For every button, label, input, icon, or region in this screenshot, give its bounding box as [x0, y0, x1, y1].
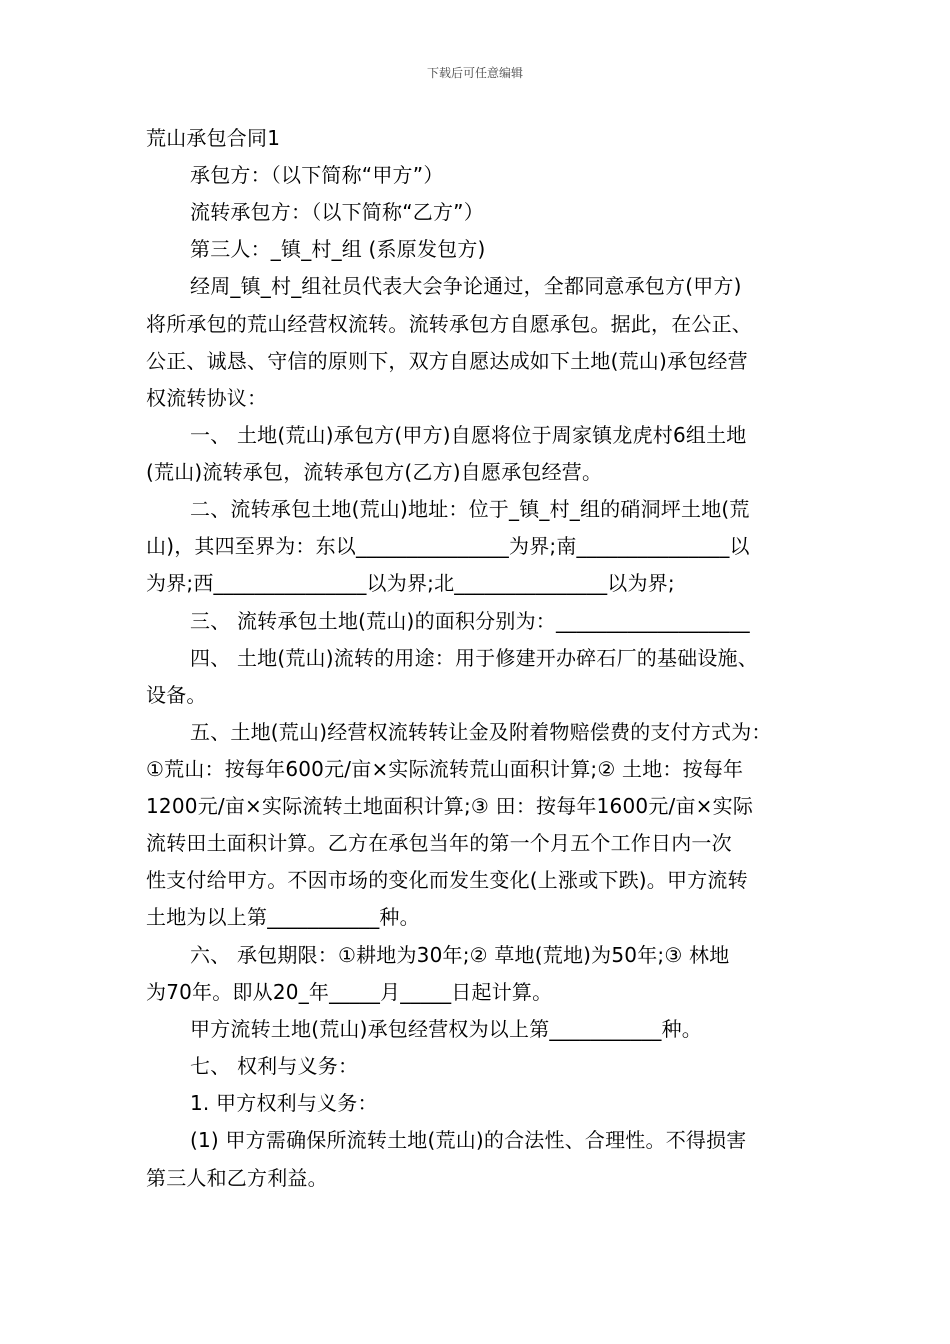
- paragraph-line: 承包方：（以下简称“甲方”）: [190, 163, 444, 187]
- section-heading: 七、 权利与义务：: [190, 1054, 359, 1078]
- paragraph-line: 五、土地(荒山)经营权流转转让金及附着物赔偿费的支付方式为：: [190, 720, 772, 744]
- paragraph-line: 将所承包的荒山经营权流转。流转承包方自愿承包。据此，在公正、: [146, 312, 752, 336]
- paragraph-line: 一、 土地(荒山)承包方(甲方)自愿将位于周家镇龙虎村6组土地: [190, 423, 747, 447]
- paragraph-line: 四、 土地(荒山)流转的用途：用于修建开办碎石厂的基础设施、: [190, 646, 758, 670]
- paragraph-line: 1200元/亩×实际流转土地面积计算;③ 田：按每年1600元/亩×实际: [146, 794, 754, 818]
- paragraph-line: 性支付给甲方。不因市场的变化而发生变化(上涨或下跌)。甲方流转: [146, 868, 748, 892]
- paragraph-line: 设备。: [146, 683, 207, 707]
- paragraph-line: 第三人和乙方利益。: [146, 1166, 328, 1190]
- paragraph-line: 土地为以上第___________种。: [146, 905, 420, 929]
- page-header: 下载后可任意编辑: [426, 66, 523, 80]
- paragraph-line: 流转田土面积计算。乙方在承包当年的第一个月五个工作日内一次: [146, 831, 732, 855]
- paragraph-line: 三、 流转承包土地(荒山)的面积分别为：___________________: [190, 609, 750, 633]
- paragraph-line: 六、 承包期限：①耕地为30年;② 草地(荒地)为50年;③ 林地: [190, 943, 730, 967]
- paragraph-line: 权流转协议：: [146, 386, 268, 410]
- paragraph-line: 流转承包方：（以下简称“乙方”）: [190, 200, 484, 224]
- subsection-heading: 1. 甲方权利与义务：: [190, 1091, 378, 1115]
- paragraph-line: 为界;西_______________以为界;北_______________以为界;: [146, 571, 675, 595]
- paragraph-line: 二、流转承包土地(荒山)地址：位于_镇_村_组的硝洞坪土地(荒: [190, 497, 750, 521]
- paragraph-line: 为70年。即从20_年_____月_____日起计算。: [146, 980, 553, 1004]
- paragraph-line: 经周_镇_村_组社员代表大会争论通过，全都同意承包方(甲方): [190, 274, 742, 298]
- paragraph-line: 山)，其四至界为：东以_______________为界;南_______________以: [146, 534, 750, 558]
- paragraph-line: (荒山)流转承包，流转承包方(乙方)自愿承包经营。: [146, 460, 603, 484]
- paragraph-line: 第三人：_镇_村_组 (系原发包方): [190, 237, 486, 261]
- paragraph-line: ①荒山：按每年600元/亩×实际流转荒山面积计算;② 土地：按每年: [146, 757, 744, 781]
- paragraph-line: (1) 甲方需确保所流转土地(荒山)的合法性、合理性。不得损害: [190, 1128, 747, 1152]
- paragraph-line: 公正、诚恳、守信的原则下，双方自愿达成如下土地(荒山)承包经营: [146, 349, 748, 373]
- paragraph-line: 甲方流转土地(荒山)承包经营权为以上第___________种。: [190, 1017, 703, 1041]
- document-title: 荒山承包合同1: [146, 126, 281, 150]
